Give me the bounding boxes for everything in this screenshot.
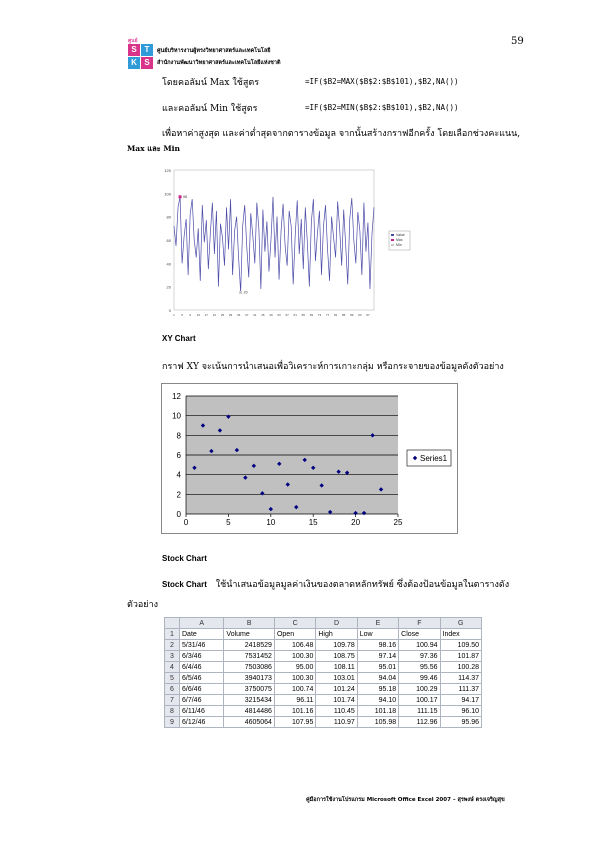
x-tick-label: 37 [245, 313, 249, 317]
x-tick-label: 77 [325, 313, 330, 317]
corner-cell[interactable] [165, 618, 180, 629]
cell[interactable]: 107.95 [274, 717, 315, 728]
logo-letter-s2: S [141, 57, 153, 69]
x-tick-label: 49 [269, 313, 273, 317]
x-tick-label: 61 [293, 313, 297, 317]
cell[interactable]: Volume [224, 629, 275, 640]
cell[interactable]: 100.30 [274, 673, 315, 684]
cell[interactable]: 97.36 [399, 651, 440, 662]
cell[interactable]: Low [357, 629, 398, 640]
cell[interactable]: 96.10 [440, 706, 481, 717]
header-line-1: ศูนย์บริหารงานผู้ทรงวิทยาศาสตร์และเทคโนโลยี [157, 48, 271, 54]
page-footer: คู่มือการใช้งานโปรแกรม Microsoft Office Excel 2007 – สุรพงษ์ ตรงเจริญสุข [306, 797, 505, 803]
x-tick-label: 20 [351, 518, 361, 527]
x-tick-label: 15 [308, 518, 318, 527]
row-number[interactable]: 5 [165, 673, 180, 684]
column-letter[interactable]: G [440, 618, 481, 629]
row-number[interactable]: 2 [165, 640, 180, 651]
table-row [165, 662, 482, 673]
table-row [165, 706, 482, 717]
xy-chart-description: กราฟ XY จะเน้นการนำเสนอเพื่อวิเคราะห์การเกาะกลุ่ม หรือกระจายของข้อมูลดังตัวอย่าง [162, 362, 504, 372]
legend-marker [391, 244, 394, 246]
cell[interactable]: 94.17 [440, 695, 481, 706]
min-data-label: 20 [243, 290, 248, 295]
y-tick-label: 80 [166, 214, 171, 220]
legend-entry: Series1 [420, 454, 448, 463]
cell[interactable]: 101.87 [440, 651, 481, 662]
cell[interactable]: 6/12/46 [180, 717, 224, 728]
cell[interactable]: 94.10 [357, 695, 398, 706]
x-tick-label: 85 [342, 313, 346, 317]
page-number: 59 [511, 36, 524, 47]
cell[interactable]: 100.30 [274, 651, 315, 662]
x-tick-label: 13 [196, 313, 200, 317]
cell[interactable]: 2418529 [224, 640, 275, 651]
cell[interactable]: 111.15 [399, 706, 440, 717]
min-point [239, 291, 242, 294]
stock-desc-text: ใช้นำเสนอข้อมูลมูลค่าเงินของตลาดหลักทรัพย์ ซึ่งต้องป้อนข้อมูลในตารางดัง [215, 580, 510, 590]
y-tick-label: 12 [172, 392, 181, 401]
row-number[interactable]: 8 [165, 706, 180, 717]
x-tick-label: 53 [277, 313, 281, 317]
x-tick-label: 0 [183, 518, 189, 527]
xy-chart-heading: XY Chart [162, 334, 196, 343]
row-number[interactable]: 4 [165, 662, 180, 673]
max-point [179, 195, 182, 198]
logo-letter-k: K [128, 57, 140, 69]
min-formula-label: และคอลัมน์ Min ใช้สูตร [162, 104, 258, 114]
x-tick-label: 81 [333, 313, 338, 317]
y-tick-label: 0 [168, 308, 171, 313]
cell[interactable]: 101.16 [274, 706, 315, 717]
cell[interactable]: 105.98 [357, 717, 398, 728]
table-row [165, 640, 482, 651]
stock-data-sheet [164, 617, 482, 728]
scatter-legend [407, 450, 451, 466]
cell[interactable]: 109.78 [316, 640, 357, 651]
cell[interactable]: 95.18 [357, 684, 398, 695]
cell[interactable]: 4814486 [224, 706, 275, 717]
cell[interactable]: 108.11 [316, 662, 357, 673]
cell[interactable]: 94.04 [357, 673, 398, 684]
cell[interactable]: 95.56 [399, 662, 440, 673]
cell[interactable]: 98.16 [357, 640, 398, 651]
cell[interactable]: 101.24 [316, 684, 357, 695]
cell[interactable]: 6/7/46 [180, 695, 224, 706]
max-data-label: 98 [183, 194, 187, 199]
cell[interactable]: 100.28 [440, 662, 481, 673]
row-number[interactable]: 1 [165, 629, 180, 640]
column-header-row [165, 618, 482, 629]
row-number[interactable]: 6 [165, 684, 180, 695]
cell[interactable]: 7503086 [224, 662, 275, 673]
y-tick-label: 60 [166, 238, 171, 243]
cell[interactable]: 101.18 [357, 706, 398, 717]
y-tick-label: 40 [166, 261, 171, 267]
paragraph-1-cont: Max และ Min [127, 144, 180, 153]
x-tick-label: 5 [226, 518, 231, 527]
cell[interactable]: 103.01 [316, 673, 357, 684]
cell[interactable]: 100.74 [274, 684, 315, 695]
y-tick-label: 8 [176, 431, 181, 441]
legend-entry: Min [396, 243, 402, 247]
x-tick-label: 25 [393, 518, 403, 527]
cell[interactable]: High [316, 629, 357, 640]
cell[interactable]: 3940173 [224, 673, 275, 684]
header-line-2: สำนักงานพัฒนาวิทยาศาสตร์และเทคโนโลยีแห่งชาติ [157, 60, 281, 66]
x-tick-label: 93 [358, 313, 362, 317]
column-letter[interactable]: B [224, 618, 275, 629]
y-tick-label: 20 [166, 284, 171, 290]
x-tick-label: 29 [228, 313, 233, 317]
legend-marker [391, 239, 394, 241]
cell[interactable]: 7531452 [224, 651, 275, 662]
cell[interactable]: 96.11 [274, 695, 315, 706]
stks-logo [127, 37, 155, 73]
cell[interactable]: 99.46 [399, 673, 440, 684]
legend-entry: Max [396, 238, 403, 242]
paragraph-1: เพื่อหาค่าสูงสุด และค่าต่ำสุดจากตารางข้อมูล จากนั้นสร้างกราฟอีกครั้ง โดยเลือกช่วงคะแนน, [162, 129, 521, 139]
cell[interactable]: 109.50 [440, 640, 481, 651]
x-tick-label: 73 [317, 313, 322, 317]
x-tick-label: 9 [189, 313, 191, 317]
legend-marker [391, 234, 394, 236]
row-number[interactable]: 9 [165, 717, 180, 728]
column-letter[interactable]: E [357, 618, 398, 629]
x-tick-label: 25 [220, 313, 225, 317]
cell[interactable]: 112.96 [399, 717, 440, 728]
stock-desc-term: Stock Chart [162, 580, 207, 589]
cell[interactable]: 4605064 [224, 717, 275, 728]
logo-letter-t: T [141, 44, 153, 56]
cell[interactable]: 106.48 [274, 640, 315, 651]
cell[interactable]: Date [180, 629, 224, 640]
y-tick-label: 6 [176, 451, 181, 460]
cell[interactable]: 95.00 [274, 662, 315, 673]
cell[interactable]: 110.97 [316, 717, 357, 728]
y-tick-label: 100 [164, 191, 171, 197]
cell[interactable]: 108.75 [316, 651, 357, 662]
x-tick-label: 1 [173, 313, 175, 317]
y-tick-label: 120 [164, 168, 171, 173]
column-letter[interactable]: A [180, 618, 224, 629]
cell[interactable]: 5/31/46 [180, 640, 224, 651]
y-tick-label: 10 [172, 411, 181, 421]
x-tick-label: 57 [285, 313, 289, 317]
y-tick-label: 4 [176, 470, 181, 480]
header-row [165, 629, 482, 640]
column-letter[interactable]: D [316, 618, 357, 629]
x-tick-label: 10 [266, 518, 276, 527]
cell[interactable]: 100.29 [399, 684, 440, 695]
stock-desc-cont: ตัวอย่าง [127, 600, 159, 610]
cell[interactable]: Index [440, 629, 481, 640]
column-letter[interactable]: F [399, 618, 440, 629]
scatter-chart [161, 383, 458, 534]
table-row [165, 717, 482, 728]
cell[interactable]: 95.96 [440, 717, 481, 728]
max-formula: =IF($B2=MAX($B$2:$B$101),$B2,NA()) [305, 77, 459, 86]
line-chart-legend [389, 231, 410, 250]
series-line-value [174, 194, 374, 293]
cell[interactable]: 110.45 [316, 706, 357, 717]
table-row [165, 695, 482, 706]
cell[interactable]: 95.01 [357, 662, 398, 673]
min-formula: =IF($B2=MIN($B$2:$B$101),$B2,NA()) [305, 103, 459, 112]
x-tick-label: 89 [350, 313, 354, 317]
x-tick-label: 97 [366, 313, 370, 317]
cell[interactable]: 6/3/46 [180, 651, 224, 662]
x-tick-label: 33 [236, 313, 241, 317]
stock-desc-a [162, 577, 509, 591]
x-tick-label: 65 [301, 313, 305, 317]
table-row [165, 684, 482, 695]
x-tick-label: 41 [253, 313, 257, 317]
cell[interactable]: 100.94 [399, 640, 440, 651]
cell[interactable]: 111.37 [440, 684, 481, 695]
legend-entry: Value [396, 233, 405, 237]
line-chart [160, 164, 412, 327]
column-letter[interactable]: C [274, 618, 315, 629]
table-row [165, 651, 482, 662]
cell[interactable]: 97.14 [357, 651, 398, 662]
stock-chart-heading: Stock Chart [162, 554, 207, 563]
x-tick-label: 17 [204, 313, 208, 317]
x-tick-label: 45 [261, 313, 265, 317]
cell[interactable]: 114.37 [440, 673, 481, 684]
x-tick-label: 69 [309, 313, 314, 317]
y-tick-label: 0 [176, 510, 181, 519]
cell[interactable]: 6/6/46 [180, 684, 224, 695]
cell[interactable]: 3750075 [224, 684, 275, 695]
cell[interactable]: 6/4/46 [180, 662, 224, 673]
cell[interactable]: 3215434 [224, 695, 275, 706]
cell[interactable]: Open [274, 629, 315, 640]
cell[interactable]: 6/11/46 [180, 706, 224, 717]
cell[interactable]: Close [399, 629, 440, 640]
y-tick-label: 2 [176, 490, 181, 500]
logo-letter-s: S [128, 44, 140, 56]
x-tick-label: 21 [212, 313, 217, 317]
logo-tag: ศูนย์ [128, 38, 138, 44]
x-tick-label: 5 [181, 313, 183, 317]
cell[interactable]: 6/5/46 [180, 673, 224, 684]
row-number[interactable]: 7 [165, 695, 180, 706]
cell[interactable]: 100.17 [399, 695, 440, 706]
max-formula-label: โดยคอลัมน์ Max ใช้สูตร [162, 78, 260, 88]
cell[interactable]: 101.74 [316, 695, 357, 706]
table-row [165, 673, 482, 684]
row-number[interactable]: 3 [165, 651, 180, 662]
